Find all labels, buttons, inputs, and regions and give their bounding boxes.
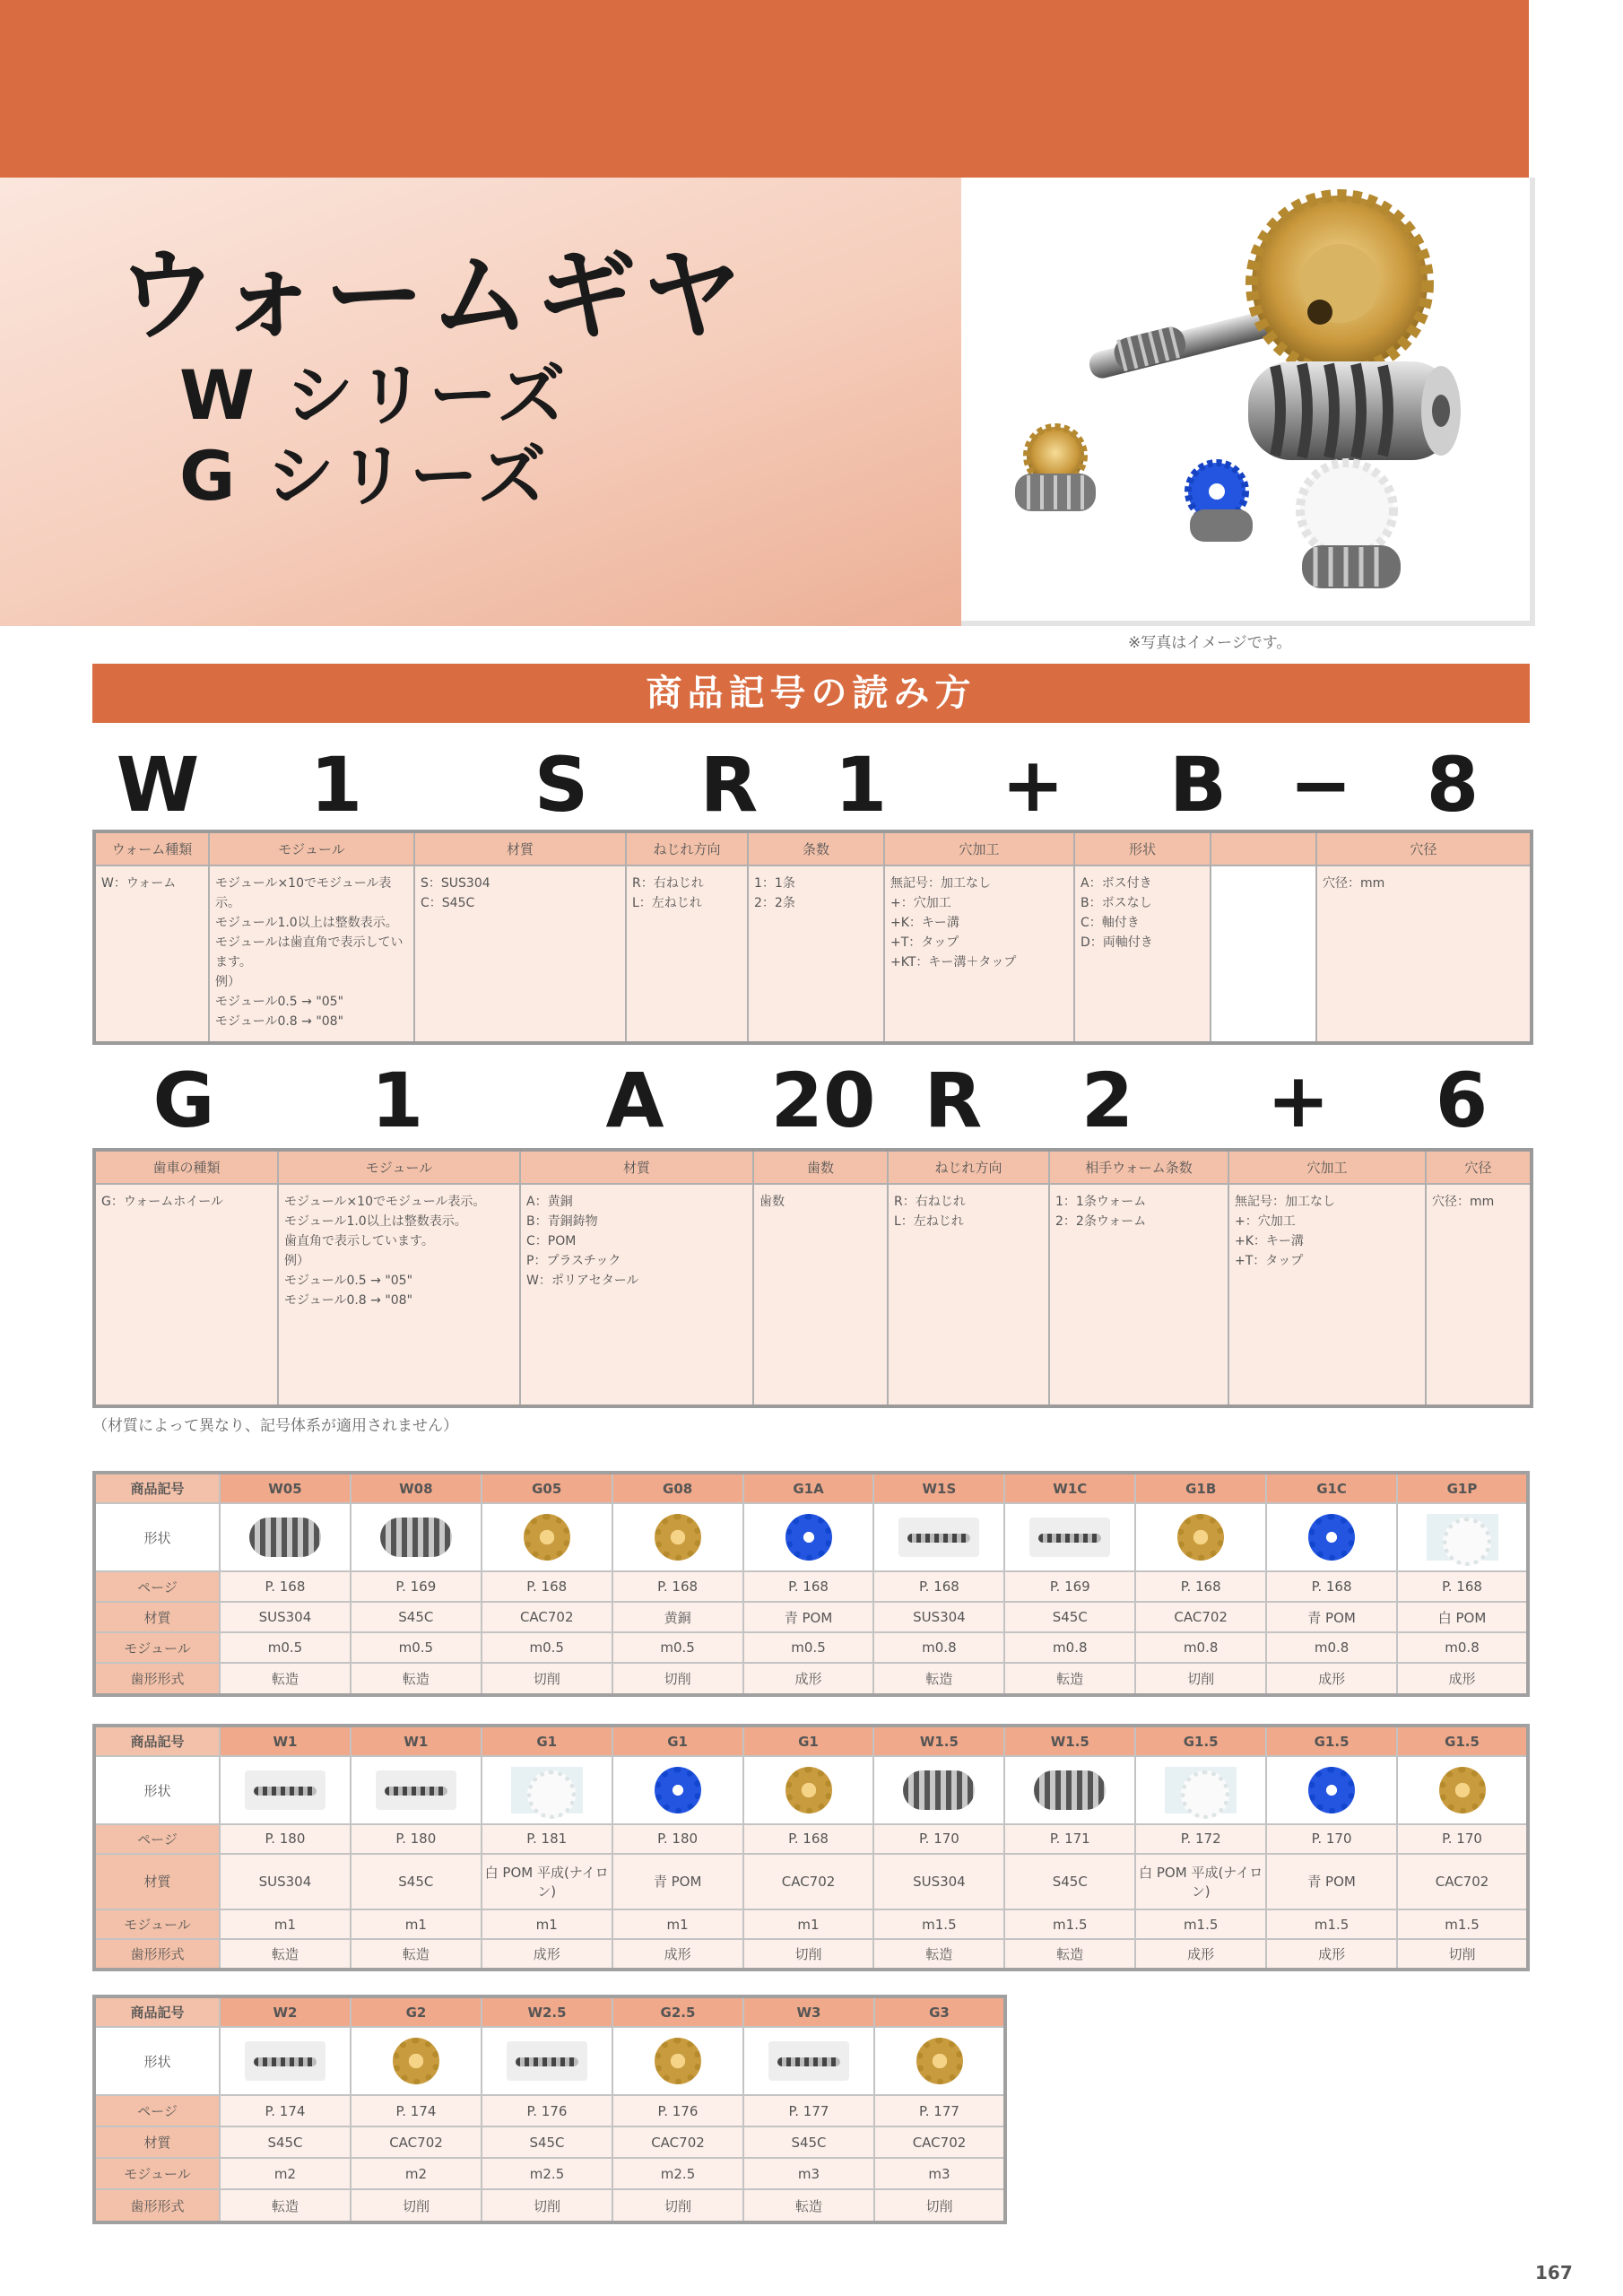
spec-cell: 成形	[1266, 1663, 1397, 1695]
spec-row	[94, 1503, 1528, 1571]
spec-column-header: G3	[874, 1996, 1005, 2027]
spec-row-label: ページ	[94, 1824, 220, 1854]
spec-cell: m1	[743, 1909, 874, 1939]
legend-g-header: 歯数	[753, 1150, 888, 1184]
legend-w-header: ねじれ方向	[626, 831, 748, 865]
spec-cell: 切削	[1135, 1663, 1266, 1695]
worm-gear-icon	[1034, 1770, 1106, 1810]
spec-table-3	[92, 1995, 1007, 2224]
spec-cell: 白 POM	[1397, 1602, 1528, 1632]
material-note: （材質によって異なり、記号体系が適用されません）	[92, 1417, 458, 1435]
brass-gear-icon	[1177, 1514, 1224, 1561]
worm-gear-icon	[380, 1518, 452, 1557]
legend-w-header: 穴径	[1316, 831, 1532, 865]
spec-cell: 切削	[351, 2189, 482, 2222]
series-w-label: W シリーズ	[179, 355, 569, 435]
spec-cell: P. 168	[743, 1571, 874, 1602]
spec-cell: 青 POM	[743, 1602, 874, 1632]
spec-cell: m1	[351, 1909, 482, 1939]
legend-w-cell	[1211, 865, 1316, 1043]
spec-cell: CAC702	[351, 2126, 482, 2158]
legend-g-header: 歯車の種類	[94, 1150, 278, 1184]
product-thumbnail-cell	[873, 1503, 1004, 1571]
product-photo	[961, 178, 1535, 626]
brass-gear-icon	[916, 2038, 963, 2084]
product-thumbnail-cell	[873, 1756, 1004, 1824]
section-title: 商品記号の読み方	[92, 664, 1530, 723]
g-code-direction: R	[924, 1057, 983, 1144]
spec-cell: 切削	[482, 1663, 612, 1695]
spec-cell: m1.5	[1266, 1909, 1397, 1939]
spec-cell: CAC702	[874, 2126, 1005, 2158]
spec-cell: CAC702	[743, 1854, 874, 1910]
w-code-row	[92, 743, 1530, 828]
spec-cell: P. 174	[220, 2095, 351, 2126]
spec-cell: P. 177	[743, 2095, 874, 2126]
legend-g-cell: R：右ねじれ L：左ねじれ	[888, 1184, 1049, 1406]
spec-cell: S45C	[743, 2126, 874, 2158]
spec-row	[94, 1571, 1528, 1602]
spec-cell: P. 168	[482, 1571, 612, 1602]
shaft-gear-icon	[245, 2041, 325, 2081]
spec-cell: 転造	[1004, 1939, 1135, 1970]
spec-cell: SUS304	[873, 1602, 1004, 1632]
legend-w-header: ウォーム種類	[94, 831, 209, 865]
legend-w-cell: 1：1条 2：2条	[748, 865, 884, 1043]
spec-cell: 転造	[220, 1939, 351, 1970]
spec-column-header: G05	[482, 1473, 612, 1503]
brass-gear-icon	[655, 1514, 701, 1561]
spec-cell: P. 171	[1004, 1824, 1135, 1854]
product-thumbnail-cell	[1135, 1756, 1266, 1824]
legend-g-cell: 無記号：加工なし +：穴加工 +K：キー溝 +T：タップ	[1228, 1184, 1426, 1406]
legend-g-cell: 1：1条ウォーム 2：2条ウォーム	[1049, 1184, 1228, 1406]
brass-gear-icon	[393, 2038, 439, 2084]
series-g-label: G シリーズ	[179, 436, 551, 516]
spec-cell: SUS304	[220, 1602, 351, 1632]
spec-cell: 切削	[874, 2189, 1005, 2222]
spec-row-label: 歯形形式	[94, 2189, 220, 2222]
spec-row-label: 歯形形式	[94, 1663, 220, 1695]
blue-gear-icon	[785, 1514, 832, 1561]
legend-w-cell: モジュール×10でモジュール表示。 モジュール1.0以上は整数表示。 モジュールは歯直角で表示しています。 例） モジュール0.5 → "05" モジュール0.8 → "08"	[209, 865, 414, 1043]
spec-cell: S45C	[220, 2126, 351, 2158]
spec-cell: SUS304	[220, 1854, 351, 1910]
product-thumbnail-cell	[743, 2027, 874, 2095]
legend-g-header: モジュール	[278, 1150, 520, 1184]
spec-row	[94, 2158, 1005, 2189]
spec-row	[94, 2126, 1005, 2158]
spec-column-header: W05	[220, 1473, 351, 1503]
product-thumbnail-cell	[743, 1503, 874, 1571]
shaft-gear-icon	[768, 2041, 849, 2081]
spec-row	[94, 1632, 1528, 1663]
spec-cell: P. 172	[1135, 1824, 1266, 1854]
white-gear-icon	[1427, 1514, 1498, 1561]
spec-cell: 切削	[1397, 1939, 1528, 1970]
w-code-type: W	[116, 741, 200, 829]
spec-cell: S45C	[1004, 1854, 1135, 1910]
spec-cell: m1	[220, 1909, 351, 1939]
spec-column-header: G1	[743, 1726, 874, 1756]
spec-row	[94, 2189, 1005, 2222]
legend-g-cell: 歯数	[753, 1184, 888, 1406]
legend-g-header: ねじれ方向	[888, 1150, 1049, 1184]
spec-column-header: W1S	[873, 1473, 1004, 1503]
product-thumbnail-cell	[1397, 1503, 1528, 1571]
spec-cell: S45C	[482, 2126, 612, 2158]
spec-cell: 転造	[873, 1939, 1004, 1970]
spec-cell: P. 174	[351, 2095, 482, 2126]
g-code-type: G	[152, 1057, 215, 1144]
spec-cell: 切削	[612, 2189, 743, 2222]
spec-row	[94, 1824, 1528, 1854]
shaft-gear-icon	[1029, 1518, 1110, 1557]
spec-column-header: W08	[351, 1473, 482, 1503]
spec-cell: P. 177	[874, 2095, 1005, 2126]
spec-cell: CAC702	[1397, 1854, 1528, 1910]
product-thumbnail-cell	[351, 2027, 482, 2095]
spec-column-header: W1C	[1004, 1473, 1135, 1503]
spec-row-label: モジュール	[94, 1632, 220, 1663]
product-thumbnail-cell	[612, 1756, 743, 1824]
legend-w-cell: W：ウォーム	[94, 865, 209, 1043]
spec-table-2	[92, 1724, 1530, 1971]
brass-gear-icon	[785, 1767, 832, 1813]
legend-w-cell: 穴径：mm	[1316, 865, 1532, 1043]
spec-cell: SUS304	[873, 1854, 1004, 1910]
product-thumbnail-cell	[482, 1503, 612, 1571]
spec-cell: P. 170	[1266, 1824, 1397, 1854]
spec-cell: S45C	[351, 1602, 482, 1632]
spec-row-label: 形状	[94, 1756, 220, 1824]
spec-column-header: G1	[482, 1726, 612, 1756]
shaft-gear-icon	[898, 1518, 979, 1557]
spec-cell: 転造	[873, 1663, 1004, 1695]
spec-cell: S45C	[351, 1854, 482, 1910]
legend-g-cell: 穴径：mm	[1426, 1184, 1532, 1406]
spec-row-label: モジュール	[94, 1909, 220, 1939]
w-code-starts: 1	[834, 741, 888, 829]
spec-cell: P. 176	[612, 2095, 743, 2126]
spec-row	[94, 2027, 1005, 2095]
spec-cell: 成形	[1397, 1663, 1528, 1695]
legend-w-cell: 無記号：加工なし +：穴加工 +K：キー溝 +T：タップ +KT：キー溝＋タップ	[884, 865, 1074, 1043]
spec-cell: 白 POM 平成(ナイロン)	[1135, 1854, 1266, 1910]
spec-cell: P. 168	[612, 1571, 743, 1602]
spec-cell: 青 POM	[1266, 1602, 1397, 1632]
spec-column-header: W1	[351, 1726, 482, 1756]
spec-cell: 成形	[1266, 1939, 1397, 1970]
spec-row-label: ページ	[94, 1571, 220, 1602]
product-thumbnail-cell	[874, 2027, 1005, 2095]
spec-corner-header: 商品記号	[94, 1996, 220, 2027]
spec-cell: P. 169	[1004, 1571, 1135, 1602]
spec-cell: 転造	[743, 2189, 874, 2222]
product-thumbnail-cell	[1135, 1503, 1266, 1571]
spec-cell: 成形	[612, 1939, 743, 1970]
product-thumbnail-cell	[482, 1756, 612, 1824]
w-code-material: S	[534, 741, 589, 829]
product-thumbnail-cell	[1397, 1756, 1528, 1824]
spec-row-label: 材質	[94, 1602, 220, 1632]
page-title: ウォームギヤ	[117, 238, 748, 354]
spec-cell: CAC702	[612, 2126, 743, 2158]
spec-cell: 転造	[220, 1663, 351, 1695]
spec-cell: 青 POM	[1266, 1854, 1397, 1910]
white-gear-icon	[1165, 1767, 1237, 1813]
spec-cell: m0.8	[1397, 1632, 1528, 1663]
spec-cell: P. 170	[1397, 1824, 1528, 1854]
brass-gear-icon	[524, 1514, 570, 1561]
product-thumbnail-cell	[1266, 1756, 1397, 1824]
legend-g-header: 穴加工	[1228, 1150, 1426, 1184]
spec-cell: m0.8	[1135, 1632, 1266, 1663]
spec-cell: P. 168	[1266, 1571, 1397, 1602]
spec-column-header: W2.5	[482, 1996, 612, 2027]
spec-cell: m1.5	[1135, 1909, 1266, 1939]
spec-cell: m1.5	[873, 1909, 1004, 1939]
spec-column-header: W1.5	[1004, 1726, 1135, 1756]
brass-gear-icon	[655, 2038, 701, 2084]
spec-cell: P. 180	[351, 1824, 482, 1854]
spec-cell: P. 168	[743, 1824, 874, 1854]
spec-row-label: ページ	[94, 2095, 220, 2126]
spec-cell: CAC702	[1135, 1602, 1266, 1632]
spec-cell: 転造	[220, 2189, 351, 2222]
legend-g-cell: G：ウォームホイール	[94, 1184, 278, 1406]
w-code-direction: R	[699, 741, 759, 829]
shaft-gear-icon	[507, 2041, 587, 2081]
g-code-row	[92, 1058, 1530, 1144]
w-code-bore: 8	[1426, 741, 1480, 829]
spec-column-header: G1.5	[1397, 1726, 1528, 1756]
spec-cell: m0.5	[220, 1632, 351, 1663]
spec-cell: S45C	[1004, 1602, 1135, 1632]
product-thumbnail-cell	[612, 2027, 743, 2095]
spec-cell: m0.5	[351, 1632, 482, 1663]
spec-cell: m2.5	[612, 2158, 743, 2189]
legend-w-header: 穴加工	[884, 831, 1074, 865]
w-code-module: 1	[309, 741, 363, 829]
shaft-gear-icon	[245, 1770, 325, 1810]
legend-w-header: 条数	[748, 831, 884, 865]
g-code-plus: +	[1266, 1057, 1331, 1144]
spec-column-header: G1B	[1135, 1473, 1266, 1503]
shaft-gear-icon	[376, 1770, 456, 1810]
spec-cell: m2.5	[482, 2158, 612, 2189]
spec-column-header: G2.5	[612, 1996, 743, 2027]
spec-cell: m2	[351, 2158, 482, 2189]
product-thumbnail-cell	[482, 2027, 612, 2095]
product-thumbnail-cell	[612, 1503, 743, 1571]
spec-cell: P. 170	[873, 1824, 1004, 1854]
legend-w-header: 材質	[414, 831, 626, 865]
spec-cell: P. 168	[1135, 1571, 1266, 1602]
worm-gear-icon	[903, 1770, 975, 1810]
w-code-legend-table	[92, 830, 1533, 1045]
spec-row	[94, 1909, 1528, 1939]
spec-row-label: 材質	[94, 1854, 220, 1910]
product-thumbnail-cell	[1004, 1756, 1135, 1824]
spec-column-header: W3	[743, 1996, 874, 2027]
legend-g-cell: モジュール×10でモジュール表示。 モジュール1.0以上は整数表示。 歯直角で表示しています。 例） モジュール0.5 → "05" モジュール0.8 → "08"	[278, 1184, 520, 1406]
spec-cell: 転造	[351, 1663, 482, 1695]
spec-cell: P. 176	[482, 2095, 612, 2126]
blue-gear-icon	[655, 1767, 701, 1813]
spec-column-header: G2	[351, 1996, 482, 2027]
spec-table-1	[92, 1471, 1530, 1697]
spec-row	[94, 1939, 1528, 1970]
spec-row	[94, 1854, 1528, 1910]
spec-cell: P. 169	[351, 1571, 482, 1602]
w-code-shape: B	[1168, 741, 1228, 829]
legend-w-cell: S：SUS304 C：S45C	[414, 865, 626, 1043]
spec-column-header: G1C	[1266, 1473, 1397, 1503]
spec-cell: P. 168	[873, 1571, 1004, 1602]
legend-w-header: モジュール	[209, 831, 414, 865]
spec-column-header: G1.5	[1266, 1726, 1397, 1756]
spec-cell: P. 180	[612, 1824, 743, 1854]
spec-cell: m1	[612, 1909, 743, 1939]
product-thumbnail-cell	[743, 1756, 874, 1824]
legend-w-header: 形状	[1074, 831, 1211, 865]
spec-row	[94, 1602, 1528, 1632]
spec-row-label: 形状	[94, 1503, 220, 1571]
product-thumbnail-cell	[351, 1503, 482, 1571]
legend-g-header: 相手ウォーム条数	[1049, 1150, 1228, 1184]
legend-g-header: 穴径	[1426, 1150, 1532, 1184]
blue-gear-icon	[1308, 1767, 1355, 1813]
spec-row	[94, 1663, 1528, 1695]
spec-corner-header: 商品記号	[94, 1726, 220, 1756]
spec-column-header: W1.5	[873, 1726, 1004, 1756]
spec-cell: m0.5	[482, 1632, 612, 1663]
white-gear-icon	[511, 1767, 583, 1813]
spec-row-label: 材質	[94, 2126, 220, 2158]
spec-cell: 青 POM	[612, 1854, 743, 1910]
legend-w-cell: R：右ねじれ L：左ねじれ	[626, 865, 748, 1043]
product-thumbnail-cell	[220, 1503, 351, 1571]
legend-w-header	[1211, 831, 1316, 865]
worm-gear-icon	[249, 1518, 321, 1557]
g-code-starts: 2	[1081, 1057, 1134, 1144]
spec-cell: CAC702	[482, 1602, 612, 1632]
spec-row	[94, 1756, 1528, 1824]
product-thumbnail-cell	[1266, 1503, 1397, 1571]
g-code-module: 1	[370, 1057, 424, 1144]
spec-column-header: G08	[612, 1473, 743, 1503]
legend-g-header: 材質	[520, 1150, 753, 1184]
photo-caption: ※写真はイメージです。	[1128, 634, 1292, 652]
top-color-band	[0, 0, 1529, 178]
spec-column-header: G1A	[743, 1473, 874, 1503]
g-code-teeth: 20	[770, 1057, 876, 1144]
spec-cell: P. 168	[1397, 1571, 1528, 1602]
product-thumbnail-cell	[1004, 1503, 1135, 1571]
spec-column-header: G1	[612, 1726, 743, 1756]
spec-cell: 切削	[743, 1939, 874, 1970]
spec-row-label: モジュール	[94, 2158, 220, 2189]
spec-row-label: 形状	[94, 2027, 220, 2095]
spec-cell: 転造	[351, 1939, 482, 1970]
spec-cell: m1	[482, 1909, 612, 1939]
w-code-plus: +	[1001, 741, 1065, 829]
spec-corner-header: 商品記号	[94, 1473, 220, 1503]
spec-cell: m0.8	[1266, 1632, 1397, 1663]
g-code-bore: 6	[1435, 1057, 1488, 1144]
product-thumbnail-cell	[220, 1756, 351, 1824]
spec-cell: 成形	[743, 1663, 874, 1695]
g-code-legend-table	[92, 1148, 1533, 1408]
legend-g-cell: A：黄銅 B：青銅鋳物 C：POM P：プラスチック W：ポリアセタール	[520, 1184, 753, 1406]
spec-cell: 成形	[482, 1939, 612, 1970]
spec-cell: 転造	[1004, 1663, 1135, 1695]
spec-column-header: G1P	[1397, 1473, 1528, 1503]
spec-cell: m1.5	[1397, 1909, 1528, 1939]
spec-column-header: G1.5	[1135, 1726, 1266, 1756]
legend-w-cell: A：ボス付き B：ボスなし C：軸付き D：両軸付き	[1074, 865, 1211, 1043]
product-thumbnail-cell	[351, 1756, 482, 1824]
spec-cell: m0.8	[873, 1632, 1004, 1663]
worm-gear-photo-illustration	[961, 178, 1530, 621]
spec-cell: P. 181	[482, 1824, 612, 1854]
spec-cell: m2	[220, 2158, 351, 2189]
spec-cell: P. 168	[220, 1571, 351, 1602]
page-number: 167	[1535, 2262, 1573, 2283]
spec-cell: m0.8	[1004, 1632, 1135, 1663]
spec-cell: m3	[874, 2158, 1005, 2189]
g-code-material: A	[605, 1057, 664, 1144]
spec-cell: 切削	[482, 2189, 612, 2222]
blue-gear-icon	[1308, 1514, 1355, 1561]
spec-cell: 白 POM 平成(ナイロン)	[482, 1854, 612, 1910]
spec-cell: P. 180	[220, 1824, 351, 1854]
spec-cell: m0.5	[612, 1632, 743, 1663]
spec-column-header: W2	[220, 1996, 351, 2027]
spec-cell: m0.5	[743, 1632, 874, 1663]
spec-row-label: 歯形形式	[94, 1939, 220, 1970]
spec-cell: 切削	[612, 1663, 743, 1695]
spec-cell: m3	[743, 2158, 874, 2189]
spec-cell: 成形	[1135, 1939, 1266, 1970]
product-thumbnail-cell	[220, 2027, 351, 2095]
w-code-dash: −	[1289, 741, 1353, 829]
spec-column-header: W1	[220, 1726, 351, 1756]
spec-cell: m1.5	[1004, 1909, 1135, 1939]
spec-row	[94, 2095, 1005, 2126]
spec-cell: 黄銅	[612, 1602, 743, 1632]
brass-gear-icon	[1439, 1767, 1486, 1813]
